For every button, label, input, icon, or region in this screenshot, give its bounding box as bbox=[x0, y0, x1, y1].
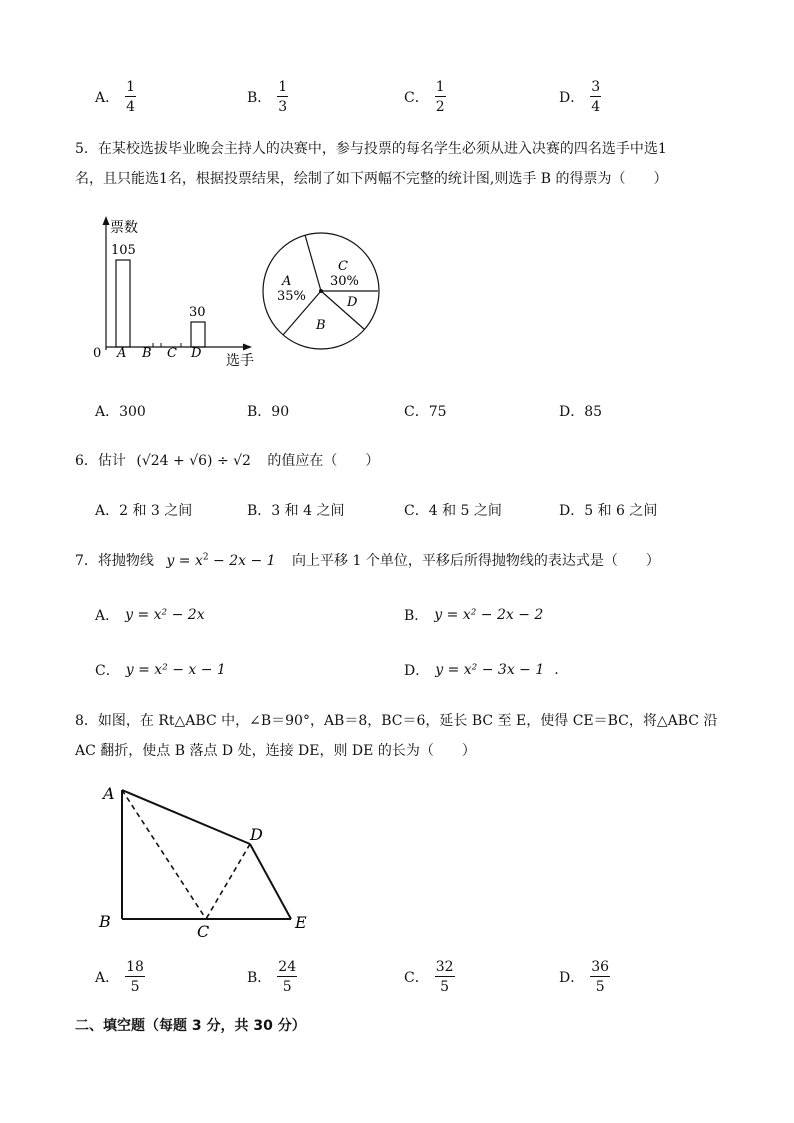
bar-a bbox=[116, 260, 130, 347]
x-axis-label: 选手 bbox=[226, 353, 254, 369]
fraction: $\frac{1}{4}$ bbox=[126, 79, 136, 115]
q7-parabola-expression: $y = x^2 - 2x - 1$ bbox=[166, 552, 276, 569]
q5-pie-chart bbox=[258, 228, 384, 354]
q8-option-c: C． $\frac{32}{5}$ bbox=[404, 959, 454, 995]
pie-label-d: D bbox=[347, 295, 358, 310]
x-tick-d: D bbox=[191, 346, 202, 361]
math-expression: y = x² − 3x − 1 bbox=[435, 662, 545, 678]
pie-label-a-percent: 35% bbox=[277, 289, 306, 304]
q8-triangle-figure bbox=[95, 780, 325, 945]
fraction: $\frac{1}{3}$ bbox=[278, 79, 288, 115]
math-expression: y = x² − 2x − 2 bbox=[434, 607, 544, 623]
q5-option-d: D．85 bbox=[559, 404, 603, 420]
q7-option-c: C． y = x² − x − 1 bbox=[95, 662, 226, 679]
q7-option-b: B． y = x² − 2x − 2 bbox=[404, 607, 544, 624]
q7-text: 7．将抛物线 $y = x^2 - 2x - 1$ 向上平移 1 个单位，平移后所得抛物线的表达式是（ ） bbox=[75, 552, 660, 569]
q6-option-c: C．4 和 5 之间 bbox=[404, 503, 502, 519]
q8-text-line2: AC 翻折，使点 B 落点 D 处，连接 DE，则 DE 的长为（ ） bbox=[75, 743, 476, 759]
fraction: $\frac{1}{2}$ bbox=[435, 79, 445, 115]
fraction: $\frac{36}{5}$ bbox=[591, 959, 610, 995]
fraction: $\frac{3}{4}$ bbox=[591, 79, 601, 115]
q5-option-c: C．75 bbox=[404, 404, 447, 420]
pie-label-a: A bbox=[282, 274, 292, 289]
q6-option-a: A．2 和 3 之间 bbox=[95, 503, 193, 519]
x-tick-b: B bbox=[142, 346, 152, 361]
q5-text-line1: 5．在某校选拔毕业晚会主持人的决赛中，参与投票的每名学生必须从进入决赛的四名选手中选1 bbox=[75, 141, 667, 157]
x-tick-c: C bbox=[167, 346, 177, 361]
q4-option-c: C． $\frac{1}{2}$ bbox=[404, 79, 445, 115]
point-b-label: B bbox=[99, 912, 111, 931]
q8-text-line1: 8．如图，在 Rt△ABC 中，∠B＝90°，AB＝8，BC＝6，延长 BC 至 E，使得 CE＝BC，将△ABC 沿 bbox=[75, 713, 718, 729]
q8-option-b: B． $\frac{24}{5}$ bbox=[247, 959, 297, 995]
q6-option-d: D．5 和 6 之间 bbox=[559, 503, 658, 519]
point-a-label: A bbox=[103, 784, 115, 803]
x-tick-a: A bbox=[117, 346, 127, 361]
fraction: $\frac{32}{5}$ bbox=[435, 959, 454, 995]
pie-label-c: C bbox=[338, 259, 348, 274]
point-d-label: D bbox=[250, 825, 263, 844]
q4-option-a: A． $\frac{1}{4}$ bbox=[95, 79, 136, 115]
bar-d bbox=[191, 322, 205, 347]
q5-option-b: B．90 bbox=[247, 404, 290, 420]
pie-label-b: B bbox=[316, 318, 326, 333]
q8-option-d: D． $\frac{36}{5}$ bbox=[559, 959, 610, 995]
point-e-label: E bbox=[295, 913, 307, 932]
y-axis-label: 票数 bbox=[110, 220, 138, 236]
q5-bar-chart bbox=[85, 212, 265, 372]
fraction: $\frac{18}{5}$ bbox=[126, 959, 144, 995]
q8-option-a: A． $\frac{18}{5}$ bbox=[95, 959, 144, 995]
q6-option-b: B．3 和 4 之间 bbox=[247, 503, 345, 519]
q4-option-b: B． $\frac{1}{3}$ bbox=[247, 79, 288, 115]
fraction: $\frac{24}{5}$ bbox=[278, 959, 297, 995]
q6-text: 6．估计 (√24 + √6) ÷ √2 的值应在（ ） bbox=[75, 453, 380, 469]
bar-a-value-label: 105 bbox=[111, 243, 136, 258]
q7-option-d: D． y = x² − 3x − 1 . bbox=[404, 662, 559, 679]
origin-label: 0 bbox=[93, 346, 102, 361]
section-heading-fill-in-blanks: 二、填空题（每题 3 分，共 30 分） bbox=[75, 1018, 306, 1034]
math-expression: y = x² − x − 1 bbox=[125, 662, 226, 678]
math-expression: y = x² − 2x bbox=[125, 607, 205, 623]
point-c-label: C bbox=[197, 922, 210, 941]
q5-option-a: A．300 bbox=[95, 404, 146, 420]
q7-option-a: A． y = x² − 2x bbox=[95, 607, 205, 624]
q6-expression: (√24 + √6) ÷ √2 bbox=[136, 453, 251, 469]
pie-label-c-percent: 30% bbox=[330, 274, 359, 289]
q4-option-d: D． $\frac{3}{4}$ bbox=[559, 79, 601, 115]
q5-text-line2: 名，且只能选1名，根据投票结果，绘制了如下两幅不完整的统计图,则选手 B 的得票为（ ） bbox=[75, 171, 668, 187]
bar-d-value-label: 30 bbox=[189, 305, 206, 320]
